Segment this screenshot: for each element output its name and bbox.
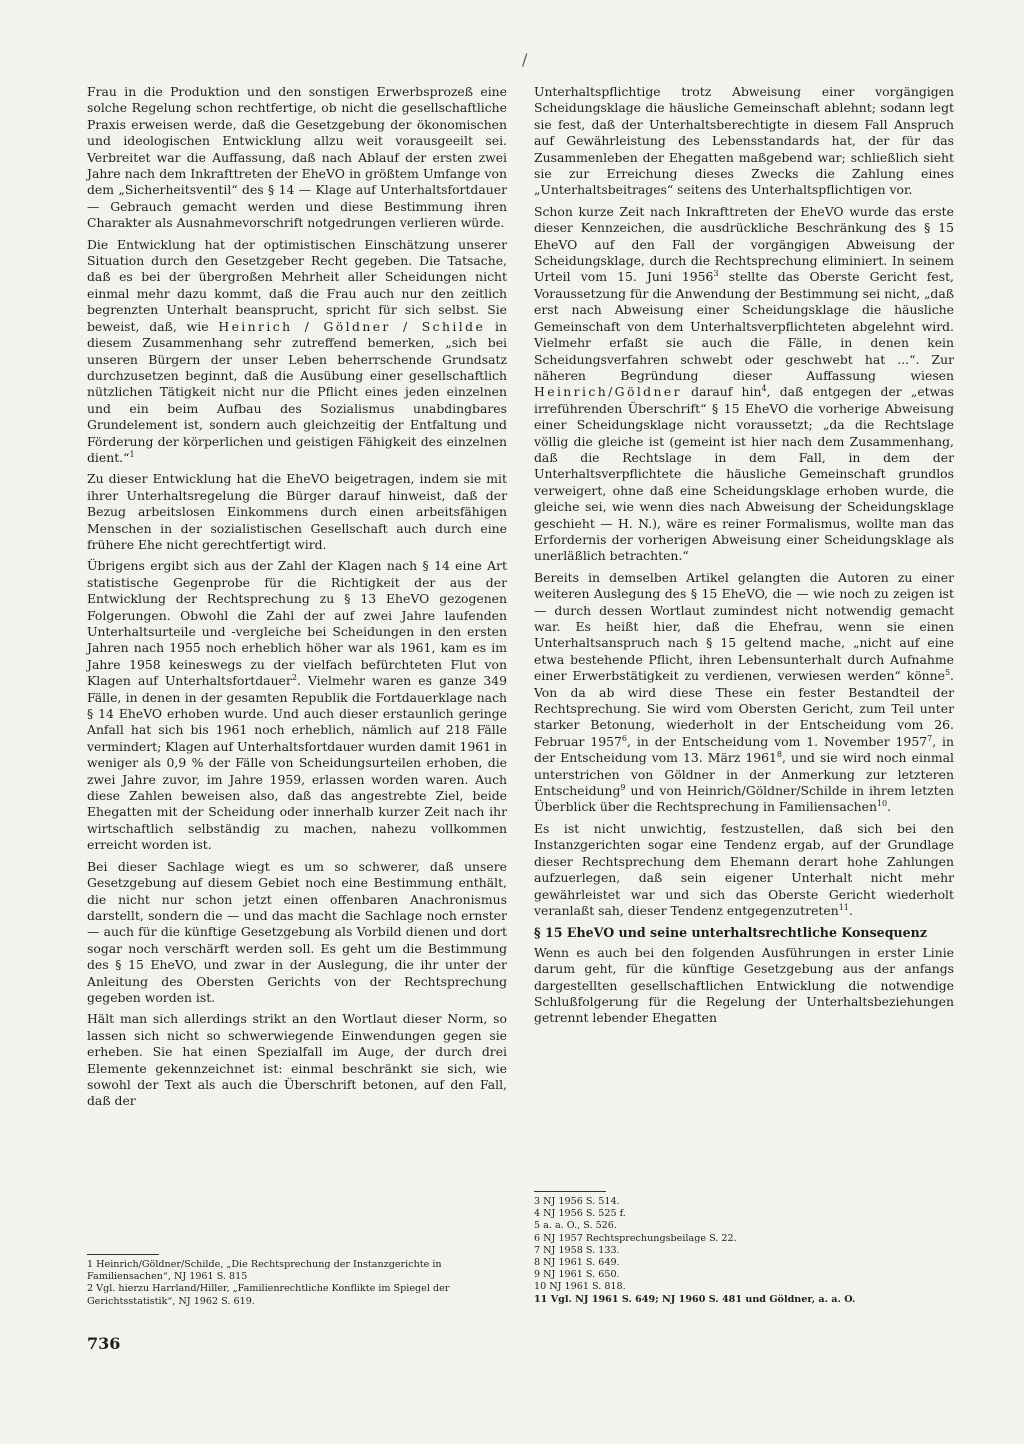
author-names-2: Heinrich/Göldner: [534, 384, 682, 400]
right-paragraph-3-text-d: , in der Entscheidung vom 13. März 1961: [534, 733, 954, 766]
right-paragraph-4-text-b: .: [848, 902, 853, 918]
footnote-2: 2 Vgl. hierzu Harrland/Hiller, „Familienrechtliche Konflikte im Spiegel der Gerichtsstatistik“, NJ 1962 S. 619.: [87, 1283, 450, 1307]
footnote-3: 3 NJ 1956 S. 514.: [534, 1196, 620, 1207]
right-paragraph-3-text-e: , und sie wird noch einmal unterstrichen von Göldner in der Anmerkung zur letzteren Entscheidung: [534, 750, 954, 799]
footnote-ref-4[interactable]: 4: [761, 384, 767, 394]
footnote-ref-11[interactable]: 11: [838, 902, 849, 912]
footnote-ref-6[interactable]: 6: [621, 733, 627, 743]
footnote-8: 8 NJ 1961 S. 649.: [534, 1257, 620, 1269]
footnote-11: 11 Vgl. NJ 1961 S. 649; NJ 1960 S. 481 und Göldner, a. a. O.: [534, 1293, 856, 1305]
author-names: Heinrich / Göldner / Schilde: [218, 318, 486, 334]
right-paragraph-3: [534, 570, 954, 816]
left-paragraph-2-text-b: in diesem Zusammenhang sehr zutreffend bemerken, „sich bei unseren Bürgern der unser Leben beherrschende Grundsatz durchzusetzen beginnt, daß die Ausübung einer gesellschaftlich nützlichen Tätigkeit nicht nur die Pflicht eines jeden einzelnen und ein beim Aufbau des Sozialismus unabdingbares Grundelement ist, sondern auch gleichzeitig der Entfaltung und Förderung der körperlichen und geistigen Fähigkeit des einzelnen dient.“: [87, 318, 507, 465]
footnote-ref-10[interactable]: 10: [876, 799, 888, 809]
footnote-ref-8[interactable]: 8: [776, 750, 782, 760]
right-column: [534, 84, 954, 1032]
right-paragraph-5: Wenn es auch bei den folgenden Ausführungen in erster Linie darum geht, für die künftige Gesetzgebung aus der anfangs dargestellten gesellschaftlichen Entwicklung die notwendige Schlußfolgerung für die Regelung der Unterhaltsbeziehungen getrennt lebender Ehegatten: [534, 944, 954, 1026]
left-paragraph-5: Bei dieser Sachlage wiegt es um so schwerer, daß unsere Gesetzgebung auf diesem Gebiet noch eine Bestimmung enthält, die nicht nur schon jetzt einen offenbaren Anachronismus darstellt, sondern die — und das macht die Sachlage noch ernster — auch für die künftige Gesetzgebung als Vorbild dienen und dort sogar noch verschärft werden soll. Es geht um die Bestimmung des § 15 EheVO, und zwar in der Auslegung, die ihr unter der Anleitung des Obersten Gerichts von der Rechtsprechung gegeben worden ist.: [87, 858, 507, 1005]
right-footnotes: [534, 1183, 954, 1306]
right-paragraph-2-text-d: , daß entgegen der „etwas irreführenden Überschrift“ § 15 EheVO die vorherige Abweisung einer Scheidungsklage nicht voraussetzt; „da die Rechtslage völlig die gleiche ist (gemeint ist hier nach dem Zusammenhang, daß die Rechtslage in dem Fall, in dem der Unterhaltsverpflichtete die häusliche Gemeinschaft grundlos verweigert, ohne daß eine Scheidungsklage erhoben wurde, die gleiche sei, wie wenn dies nach Abweisung der Scheidungsklage geschieht — H. N.), wäre es reiner Formalismus, wollte man das Erfordernis der vorherigen Abweisung einer Scheidungsklage als unerläßlich betrachten.“: [534, 384, 954, 564]
left-paragraph-3: Zu dieser Entwicklung hat die EheVO beigetragen, indem sie mit ihrer Unterhaltsregelung die Bürger darauf hinweist, daß der Bezug arbeitslosen Einkommens durch einen arbeitsfähigen Menschen in der sozialistischen Gesellschaft auch durch eine frühere Ehe nicht gerechtfertigt wird.: [87, 471, 507, 552]
left-column: [87, 84, 507, 1115]
right-paragraph-3-text-g: .: [887, 799, 892, 815]
footnote-ref-9[interactable]: 9: [620, 782, 626, 792]
right-paragraph-3-text-c: , in der Entscheidung vom 1. November 1957: [626, 733, 928, 749]
page-number: 736: [87, 1334, 121, 1353]
footnote-divider-right: [534, 1191, 606, 1192]
footnote-6: 6 NJ 1957 Rechtsprechungsbeilage S. 22.: [534, 1232, 737, 1244]
left-paragraph-6: Hält man sich allerdings strikt an den Wortlaut dieser Norm, so lassen sich nicht so schwerwiegende Einwendungen gegen sie erheben. Sie hat einen Spezialfall im Auge, der durch drei Elemente gekennzeichnet ist: einmal beschränkt sie sich, wie sowohl der Text als auch die Überschrift betonen, auf den Fall, daß der: [87, 1011, 507, 1109]
footnote-ref-1[interactable]: 1: [129, 449, 135, 459]
left-paragraph-4-text-a: Übrigens ergibt sich aus der Zahl der Klagen nach § 14 eine Art statistische Gegenprobe für die Richtigkeit der aus der Entwicklung der Rechtsprechung zu § 13 EheVO gezogenen Folgerungen. Obwohl die Zahl der auf zwei Jahre laufenden Unterhaltsurteile und -vergleiche bei Scheidungen in den ersten Jahren nach 1955 noch erheblich höher war als 1961, kam es im Jahre 1958 keineswegs zu der vielfach befürchteten Flut von Klagen auf Unterhaltsfortdauer: [87, 558, 507, 689]
right-paragraph-2: [534, 204, 954, 565]
left-paragraph-4-text-b: . Vielmehr waren es ganze 349 Fälle, in denen in der gesamten Republik die Fortdauerklage nach § 14 EheVO erhoben wurde. Und auch dieser erstaunlich geringe Anfall hat sich bis 1961 noch erheblich, nämlich auf 218 Fälle vermindert; Klagen auf Unterhaltsfortdauer wurden damit 1961 in weniger als 0,9 % der Fälle von Scheidungsurteilen erhoben, die zwei Jahre zuvor, im Jahre 1959, erlassen worden waren. Auch diese Zahlen beweisen also, daß das angestrebte Ziel, beide Ehegatten mit der Scheidung oder innerhalb kurzer Zeit nach ihr wirtschaftlich selbständig zu machen, nahezu vollkommen erreicht worden ist.: [87, 673, 507, 853]
scan-mark: /: [522, 50, 528, 69]
footnote-5: 5 a. a. O., S. 526.: [534, 1220, 617, 1232]
right-paragraph-3-text-a: Bereits in demselben Artikel gelangten die Autoren zu einer weiteren Auslegung des § 15 EheVO, die — wie noch zu zeigen ist — durch dessen Wortlaut zumindest nicht notwendig gemacht war. Es heißt hier, daß die Ehefrau, wenn sie einen Unterhaltsanspruch nach § 15 geltend mache, „nicht auf eine etwa bestehende Pflicht, ihren Lebensunterhalt durch Aufnahme einer Erwerbstätigkeit zu verdienen, verwiesen werden“ könne: [534, 569, 954, 684]
right-paragraph-2-text-a: Schon kurze Zeit nach Inkrafttreten der EheVO wurde das erste dieser Kennzeichen, die ausdrückliche Beschränkung des § 15 EheVO auf den Fall der vorgängigen Abweisung der Scheidungsklage, durch die Rechtsprechung eliminiert. In seinem Urteil vom 15. Juni 1956: [534, 203, 954, 285]
footnote-4: 4 NJ 1956 S. 525 f.: [534, 1208, 626, 1220]
left-paragraph-4: [87, 558, 507, 853]
footnote-divider: [87, 1254, 159, 1255]
right-paragraph-3-text-b: . Von da ab wird diese These ein fester Bestandteil der Rechtsprechung. Sie wird vom Obersten Gericht, zum Teil unter starker Betonung, wiederholt in der Entscheidung vom 26. Februar 1957: [534, 668, 954, 749]
left-paragraph-2-text-a: Die Entwicklung hat der optimistischen Einschätzung unserer Situation durch den Gesetzgeber Recht gegeben. Die Tatsache, daß es bei der übergroßen Mehrheit aller Scheidungen nicht einmal mehr dazu kommt, daß die Frau auch nur den zeitlich begrenzten Unterhalt beansprucht, spricht für sich selbst. Sie beweist, daß, wie: [87, 236, 507, 334]
right-paragraph-4: [534, 821, 954, 919]
section-heading: § 15 EheVO und seine unterhaltsrechtliche Konsequenz: [534, 925, 927, 941]
footnote-7: 7 NJ 1958 S. 133.: [534, 1244, 620, 1256]
footnote-10: 10 NJ 1961 S. 818.: [534, 1281, 626, 1293]
right-paragraph-1: Unterhaltspflichtige trotz Abweisung einer vorgängigen Scheidungsklage die häusliche Gemeinschaft ablehnt; sodann legt sie fest, daß der Unterhaltsberechtigte in diesem Fall Anspruch auf Gewährleistung des Lebensstandards hat, der für das Zusammenleben der Ehegatten maßgebend war; schließlich sieht sie zur Erreichung dieses Zwecks die Zahlung eines „Unterhaltsbeitrages“ seitens des Unterhaltspflichtigen vor.: [534, 84, 954, 198]
footnote-1: 1 Heinrich/Göldner/Schilde, „Die Rechtsprechung der Instanzgerichte in Familiensachen“, NJ 1961 S. 815: [87, 1259, 442, 1283]
footnote-ref-3[interactable]: 3: [713, 269, 719, 279]
footnote-ref-5[interactable]: 5: [944, 668, 951, 678]
left-paragraph-2: [87, 237, 507, 467]
right-paragraph-2-text-c: darauf hin: [681, 384, 762, 400]
footnote-9: 9 NJ 1961 S. 650.: [534, 1269, 620, 1281]
right-paragraph-3-text-f: und von Heinrich/Göldner/Schilde in ihrem letzten Überblick über die Rechtsprechung in Familiensachen: [534, 783, 954, 815]
footnote-ref-7[interactable]: 7: [927, 733, 933, 743]
right-paragraph-2-text-b: stellte das Oberste Gericht fest, Voraussetzung für die Anwendung der Bestimmung sei nicht, „daß erst nach Abweisung einer Scheidungsklage die häusliche Gemeinschaft von dem Unterhaltsverpflichteten abgelehnt wird. Vielmehr erfaßt sie auch die Fälle, in denen kein Scheidungsverfahren schwebt oder geschwebt hat ...“. Zur näheren Begründung dieser Auffassung wiesen: [534, 269, 954, 383]
footnote-ref-2[interactable]: 2: [291, 673, 297, 683]
left-paragraph-1: Frau in die Produktion und den sonstigen Erwerbsprozeß eine solche Regelung schon rechtfertige, ob nicht die gesellschaftliche Praxis erweisen werde, daß die Gesetzgebung der ökonomischen und ideologischen Entwicklung allzu weit vorausgeeilt sei. Verbreitet war die Auffassung, daß nach Ablauf der ersten zwei Jahre nach dem Inkrafttreten der EheVO in größtem Umfange von dem „Sicherheitsventil“ des § 14 — Klage auf Unterhaltsfortdauer — Gebrauch gemacht werden und diese Bestimmung ihren Charakter als Ausnahmevorschrift notgedrungen verlieren würde.: [87, 84, 507, 231]
left-footnotes: [87, 1246, 507, 1308]
right-paragraph-4-text-a: Es ist nicht unwichtig, festzustellen, daß sich bei den Instanzgerichten sogar eine Tendenz ergab, auf der Grundlage dieser Rechtsprechung dem Ehemann derart hohe Zahlungen aufzuerlegen, daß sein eigener Unterhalt nicht mehr gewährleistet war und sich das Oberste Gericht wiederholt veranlaßt sah, dieser Tendenz entgegenzutreten: [534, 820, 954, 918]
